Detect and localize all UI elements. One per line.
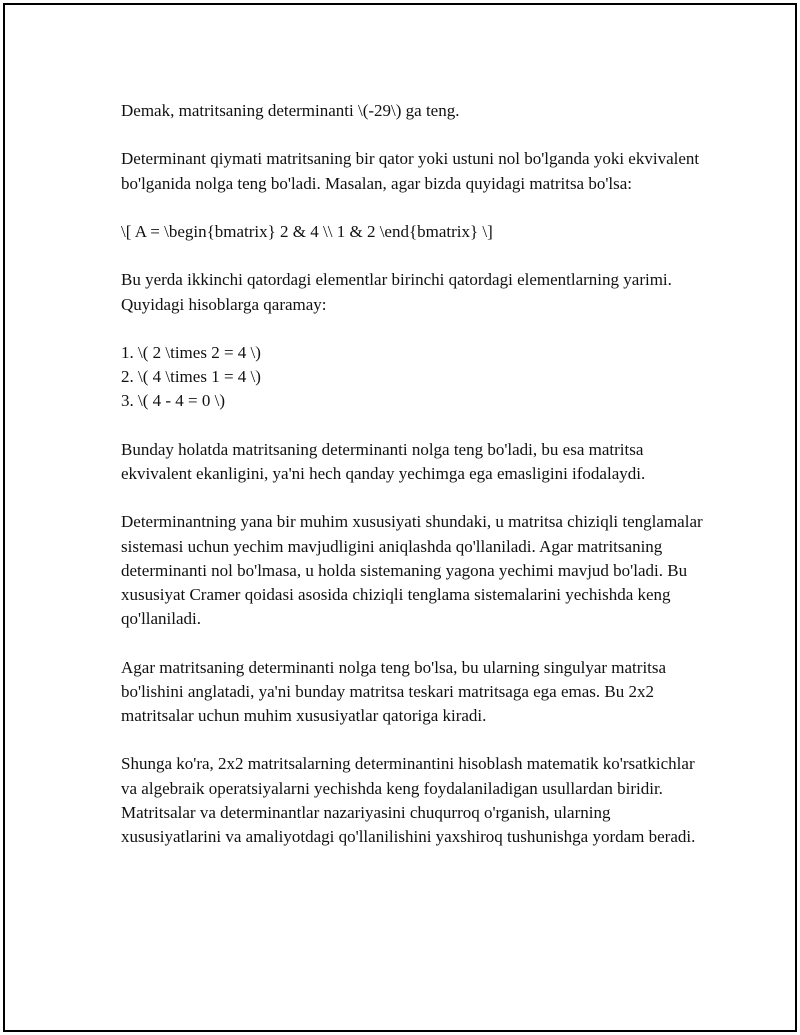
list-item: 2. \( 4 \times 1 = 4 \) — [121, 367, 261, 387]
paragraph-linear-systems: Determinantning yana bir muhim xususiyati shundaki, u matritsa chiziqli tenglamalar sistemasi uchun yechim mavjudligini aniqlashda qo'llaniladi. Agar matritsaning determinanti nol bo'lmasa, u holda sistemaning yagona yechimi mavjud bo'ladi. Bu xususiyat Cramer qoidasi asosida chiziqli tenglama sistemalarini yechishda keng qo'llaniladi. — [121, 512, 703, 629]
page-frame — [3, 3, 797, 1032]
paragraph-determinant-result: Demak, matritsaning determinanti \(-29\) ga teng. — [121, 101, 460, 120]
matrix-formula: \[ A = \begin{bmatrix} 2 & 4 \\ 1 & 2 \end{bmatrix} \] — [121, 221, 493, 241]
list-item: 3. \( 4 - 4 = 0 \) — [121, 391, 226, 411]
document-body — [121, 99, 711, 873]
paragraph-summary: Shunga ko'ra, 2x2 matritsalarning determinantini hisoblash matematik ko'rsatkichlar va algebraik operatsiyalarni yechishda keng foydalaniladigan usullardan biridir. Matritsalar va determinantlar nazariyasini chuqurroq o'rganish, ularning xususiyatlarini va amaliyotdagi qo'llanilishini yaxshiroq tushunishga yordam beradi. — [121, 754, 696, 846]
paragraph-zero-determinant-intro: Determinant qiymati matritsaning bir qator yoki ustuni nol bo'lganda yoki ekvivalent bo'lganida nolga teng bo'ladi. Masalan, agar bizda quyidagi matritsa bo'lsa: — [121, 149, 700, 193]
paragraph-singular-matrix: Agar matritsaning determinanti nolga teng bo'lsa, bu ularning singulyar matritsa bo'lishini anglatadi, ya'ni bunday matritsa teskari matritsaga ega emas. Bu 2x2 matritsalar uchun muhim xususiyatlar qatoriga kiradi. — [121, 657, 667, 725]
list-item: 1. \( 2 \times 2 = 4 \) — [121, 342, 261, 362]
calculation-list — [121, 341, 711, 414]
paragraph-zero-conclusion: Bunday holatda matritsaning determinanti nolga teng bo'ladi, bu esa matritsa ekvivalent ekanligini, ya'ni hech qanday yechimga ega emasligini ifodalaydi. — [121, 439, 646, 483]
paragraph-row-relation: Bu yerda ikkinchi qatordagi elementlar birinchi qatordagi elementlarning yarimi. Quyidagi hisoblarga qaramay: — [121, 270, 672, 314]
